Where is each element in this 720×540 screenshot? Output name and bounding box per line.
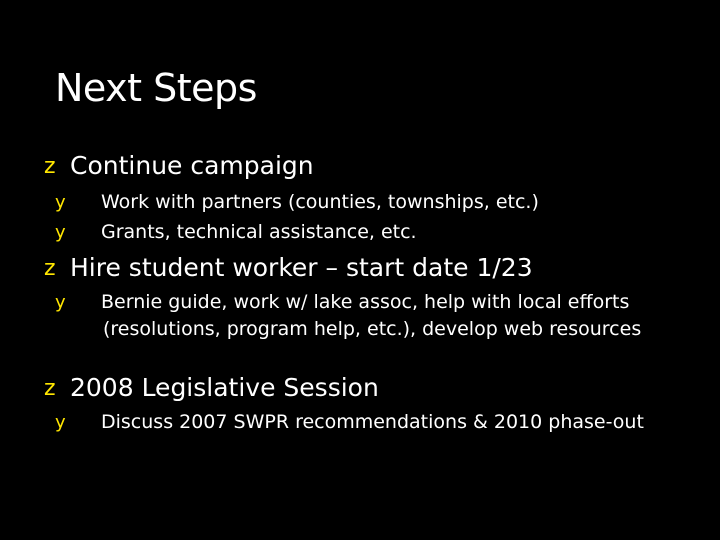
sub-bullet-item — [55, 219, 679, 246]
sub-bullet-item — [55, 409, 679, 436]
slide-title: Next Steps — [55, 66, 257, 110]
bullet-marker-icon: z — [44, 256, 56, 281]
sub-bullet-marker-icon: y — [55, 412, 66, 433]
bullet-text: Hire student worker – start date 1/23 — [70, 253, 533, 282]
bullet-marker-icon: z — [44, 376, 56, 401]
sub-bullet-marker-icon: y — [55, 192, 66, 213]
sub-bullet-item — [55, 289, 679, 342]
bullet-marker-icon: z — [44, 154, 56, 179]
bullet-item — [44, 253, 533, 284]
sub-bullet-marker-icon: y — [55, 222, 66, 243]
sub-bullet-text: Bernie guide, work w/ lake assoc, help with local efforts (resolutions, program help, etc.), develop web resources — [101, 291, 642, 340]
sub-bullet-text: Discuss 2007 SWPR recommendations & 2010 phase-out — [101, 411, 644, 433]
bullet-item — [44, 151, 314, 182]
sub-bullet-marker-icon: y — [55, 292, 66, 313]
bullet-text: 2008 Legislative Session — [70, 373, 379, 402]
sub-bullet-text: Work with partners (counties, townships, etc.) — [101, 191, 539, 213]
sub-bullet-item — [55, 189, 679, 216]
sub-bullet-text: Grants, technical assistance, etc. — [101, 221, 417, 243]
bullet-text: Continue campaign — [70, 151, 314, 180]
bullet-item — [44, 373, 379, 404]
